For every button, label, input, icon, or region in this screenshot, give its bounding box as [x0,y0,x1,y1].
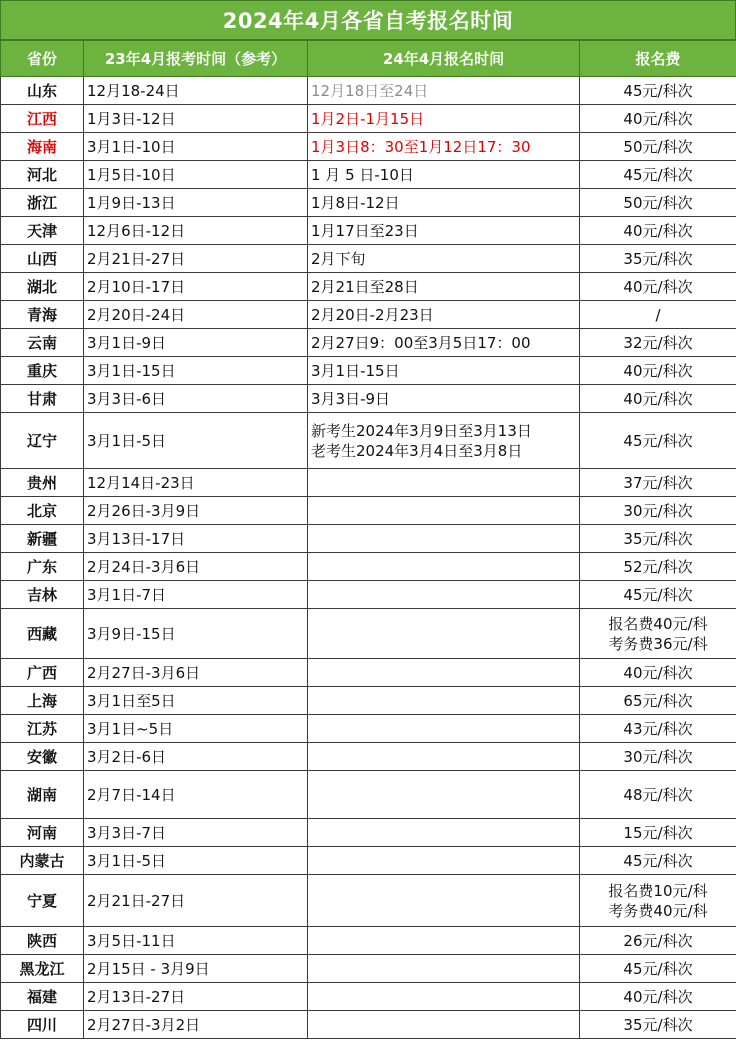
province-cell: 山西 [1,245,84,273]
province-cell: 黑龙江 [1,955,84,983]
time-2024-line: 1 月 5 日-10日 [311,165,414,184]
table-row [1,771,736,819]
table-row [1,1011,736,1039]
table-row [1,553,736,581]
time-2024-line: 1月2日-1月15日 [311,109,425,128]
province-cell: 湖南 [1,771,84,819]
fee-cell [580,983,736,1011]
fee-line: 26元/科次 [623,931,693,950]
time-2023-cell: 3月2日-6日 [84,743,308,771]
fee-cell [580,133,736,161]
table-row [1,357,736,385]
time-2024-line: 2月下旬 [311,249,366,268]
time-2024-cell [308,819,580,847]
fee-cell [580,273,736,301]
time-2023-cell: 3月1日-15日 [84,357,308,385]
province-cell: 安徽 [1,743,84,771]
fee-line: 43元/科次 [623,719,693,738]
table-row [1,847,736,875]
fee-cell [580,217,736,245]
fee-cell [580,659,736,687]
province-cell: 青海 [1,301,84,329]
table-title: 2024年4月各省自考报名时间 [0,0,736,40]
fee-cell [580,955,736,983]
fee-cell [580,819,736,847]
time-2024-line: 3月1日-15日 [311,361,400,380]
fee-cell [580,329,736,357]
time-2024-line: 新考生2024年3月9日至3月13日 [311,421,532,440]
fee-line: 35元/科次 [623,529,693,548]
province-cell: 广东 [1,553,84,581]
header-time-2024: 24年4月报名时间 [308,41,580,77]
fee-line: 40元/科次 [623,663,693,682]
province-cell: 上海 [1,687,84,715]
province-cell: 辽宁 [1,413,84,469]
table-row [1,189,736,217]
table-row [1,819,736,847]
time-2024-line: 3月3日-9日 [311,389,391,408]
fee-cell [580,245,736,273]
fee-cell [580,553,736,581]
time-2024-cell [308,357,580,385]
fee-line: 45元/科次 [623,165,693,184]
province-cell: 贵州 [1,469,84,497]
time-2024-cell [308,609,580,659]
fee-line: 50元/科次 [623,137,693,156]
province-cell: 内蒙古 [1,847,84,875]
time-2024-cell [308,983,580,1011]
header-fee: 报名费 [580,41,736,77]
fee-line: 报名费40元/科 [608,614,708,633]
fee-line: 30元/科次 [623,501,693,520]
fee-line: 40元/科次 [623,277,693,296]
province-cell: 湖北 [1,273,84,301]
time-2023-cell: 3月1日-7日 [84,581,308,609]
registration-table [0,40,736,1039]
fee-cell [580,497,736,525]
province-cell: 四川 [1,1011,84,1039]
time-2023-cell: 1月9日-13日 [84,189,308,217]
fee-cell [580,385,736,413]
table-row [1,133,736,161]
header-row [1,41,736,77]
province-cell: 重庆 [1,357,84,385]
time-2024-cell [308,955,580,983]
fee-line: 考务费40元/科 [608,901,708,920]
time-2023-cell: 3月1日-10日 [84,133,308,161]
fee-cell [580,771,736,819]
province-cell: 山东 [1,77,84,105]
time-2023-cell: 2月27日-3月6日 [84,659,308,687]
table-row [1,385,736,413]
province-cell: 广西 [1,659,84,687]
time-2024-cell [308,329,580,357]
province-cell: 江西 [1,105,84,133]
time-2024-line: 2月27日9：00至3月5日17：00 [311,333,531,352]
header-time-2023: 23年4月报考时间（参考） [84,41,308,77]
province-cell: 福建 [1,983,84,1011]
time-2024-line: 1月8日-12日 [311,193,400,212]
time-2023-cell: 1月3日-12日 [84,105,308,133]
table-row [1,273,736,301]
fee-line: 报名费10元/科 [608,881,708,900]
table-body [1,77,736,1039]
province-cell: 河北 [1,161,84,189]
table-row [1,927,736,955]
time-2023-cell: 2月24日-3月6日 [84,553,308,581]
province-cell: 甘肃 [1,385,84,413]
table-row [1,329,736,357]
table-row [1,983,736,1011]
time-2024-line: 1月3日8：30至1月12日17：30 [311,137,531,156]
time-2024-cell [308,1011,580,1039]
province-cell: 新疆 [1,525,84,553]
table-row [1,687,736,715]
province-cell: 吉林 [1,581,84,609]
time-2024-cell [308,525,580,553]
time-2023-cell: 3月13日-17日 [84,525,308,553]
table-row [1,715,736,743]
time-2023-cell: 12月14日-23日 [84,469,308,497]
time-2023-cell: 2月20日-24日 [84,301,308,329]
fee-cell [580,301,736,329]
time-2024-cell [308,927,580,955]
time-2024-cell [308,715,580,743]
time-2023-cell: 2月21日-27日 [84,245,308,273]
fee-line: / [655,305,661,324]
table-row [1,659,736,687]
time-2023-cell: 12月18-24日 [84,77,308,105]
fee-line: 45元/科次 [623,851,693,870]
fee-line: 40元/科次 [623,389,693,408]
header-province: 省份 [1,41,84,77]
time-2024-line: 12月18日至24日 [311,81,429,100]
fee-cell [580,77,736,105]
time-2024-cell [308,413,580,469]
table-row [1,301,736,329]
fee-line: 45元/科次 [623,959,693,978]
fee-cell [580,469,736,497]
fee-line: 48元/科次 [623,785,693,804]
fee-cell [580,161,736,189]
time-2024-cell [308,161,580,189]
table-row [1,161,736,189]
time-2024-cell [308,301,580,329]
time-2024-cell [308,687,580,715]
fee-line: 65元/科次 [623,691,693,710]
fee-line: 45元/科次 [623,585,693,604]
province-cell: 北京 [1,497,84,525]
fee-cell [580,875,736,927]
table-row [1,77,736,105]
table-row [1,609,736,659]
table-row [1,955,736,983]
time-2024-cell [308,847,580,875]
table-row [1,217,736,245]
time-2024-cell [308,581,580,609]
province-cell: 云南 [1,329,84,357]
province-cell: 宁夏 [1,875,84,927]
time-2024-cell [308,659,580,687]
fee-line: 37元/科次 [623,473,693,492]
time-2023-cell: 3月3日-6日 [84,385,308,413]
fee-cell [580,1011,736,1039]
fee-cell [580,847,736,875]
time-2024-cell [308,497,580,525]
fee-line: 考务费36元/科 [608,634,708,653]
fee-line: 45元/科次 [623,431,693,450]
fee-cell [580,581,736,609]
time-2024-cell [308,875,580,927]
fee-line: 35元/科次 [623,249,693,268]
time-2023-cell: 3月1日-5日 [84,413,308,469]
fee-cell [580,357,736,385]
fee-line: 40元/科次 [623,987,693,1006]
fee-line: 30元/科次 [623,747,693,766]
time-2023-cell: 2月10日-17日 [84,273,308,301]
fee-line: 15元/科次 [623,823,693,842]
time-2023-cell: 3月1日-9日 [84,329,308,357]
time-2024-cell [308,385,580,413]
time-2024-cell [308,273,580,301]
time-2023-cell: 3月3日-7日 [84,819,308,847]
time-2023-cell: 12月6日-12日 [84,217,308,245]
time-2023-cell: 2月27日-3月2日 [84,1011,308,1039]
time-2024-line: 1月17日至23日 [311,221,419,240]
table-row [1,581,736,609]
fee-line: 50元/科次 [623,193,693,212]
province-cell: 河南 [1,819,84,847]
fee-cell [580,525,736,553]
time-2023-cell: 2月15日 - 3月9日 [84,955,308,983]
time-2023-cell: 2月7日-14日 [84,771,308,819]
time-2023-cell: 2月13日-27日 [84,983,308,1011]
province-cell: 西藏 [1,609,84,659]
fee-cell [580,743,736,771]
fee-cell [580,189,736,217]
fee-line: 40元/科次 [623,221,693,240]
fee-line: 35元/科次 [623,1015,693,1034]
fee-cell [580,105,736,133]
time-2024-cell [308,189,580,217]
province-cell: 浙江 [1,189,84,217]
fee-cell [580,609,736,659]
time-2024-cell [308,771,580,819]
province-cell: 天津 [1,217,84,245]
fee-cell [580,687,736,715]
table-row [1,743,736,771]
time-2024-cell [308,469,580,497]
fee-cell [580,927,736,955]
time-2024-cell [308,743,580,771]
time-2023-cell: 3月1日~5日 [84,715,308,743]
fee-line: 40元/科次 [623,109,693,128]
time-2024-cell [308,133,580,161]
fee-cell [580,413,736,469]
time-2024-line: 2月21日至28日 [311,277,419,296]
table-row [1,525,736,553]
time-2024-line: 2月20日-2月23日 [311,305,434,324]
time-2023-cell: 2月26日-3月9日 [84,497,308,525]
time-2024-cell [308,105,580,133]
table-row [1,105,736,133]
time-2024-cell [308,553,580,581]
fee-line: 32元/科次 [623,333,693,352]
table-row [1,497,736,525]
province-cell: 海南 [1,133,84,161]
time-2023-cell: 1月5日-10日 [84,161,308,189]
fee-cell [580,715,736,743]
time-2024-cell [308,245,580,273]
time-2024-line: 老考生2024年3月4日至3月8日 [311,441,523,460]
time-2023-cell: 3月5日-11日 [84,927,308,955]
table-row [1,469,736,497]
time-2023-cell: 3月9日-15日 [84,609,308,659]
table-row [1,413,736,469]
province-cell: 江苏 [1,715,84,743]
fee-line: 45元/科次 [623,81,693,100]
time-2023-cell: 2月21日-27日 [84,875,308,927]
province-cell: 陕西 [1,927,84,955]
time-2023-cell: 3月1日-5日 [84,847,308,875]
fee-line: 40元/科次 [623,361,693,380]
time-2024-cell [308,77,580,105]
time-2024-cell [308,217,580,245]
table-row [1,245,736,273]
table-row [1,875,736,927]
fee-line: 52元/科次 [623,557,693,576]
time-2023-cell: 3月1日至5日 [84,687,308,715]
